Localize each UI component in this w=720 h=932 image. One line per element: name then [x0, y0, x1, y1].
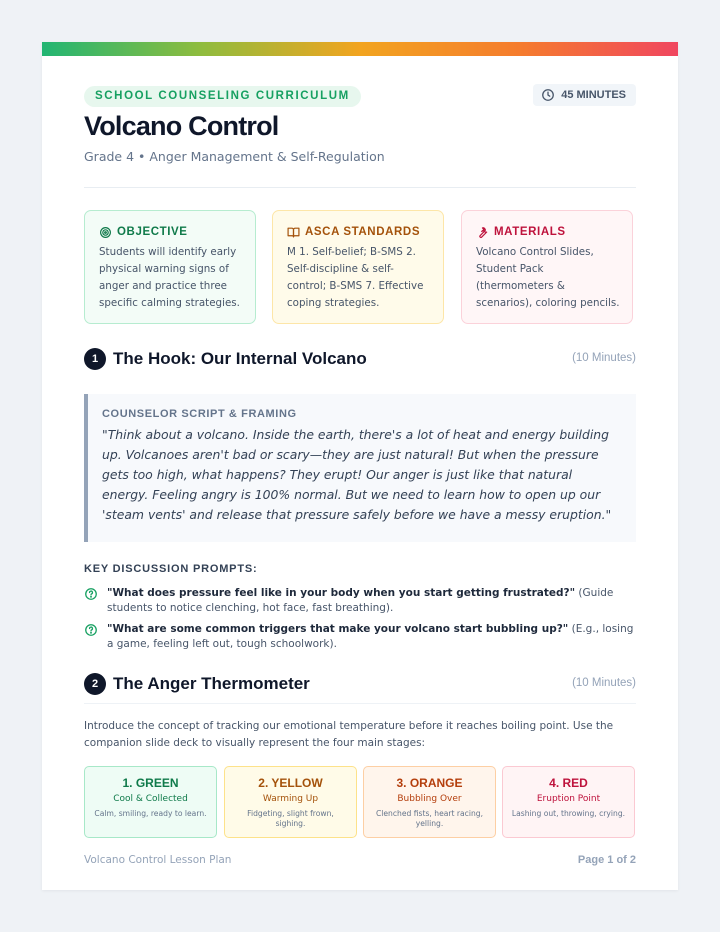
materials-card — [461, 210, 633, 324]
asca-text: M 1. Self-belief; B-SMS 2. Self-discipline & self-control; B-SMS 7. Effective coping strategies. — [287, 246, 424, 309]
page-header — [84, 56, 636, 206]
page-title: Volcano Control — [84, 111, 279, 141]
stage-description: Clenched fists, heart racing, yelling. — [375, 809, 484, 828]
summary-cards — [84, 210, 636, 326]
header-divider — [84, 187, 636, 188]
lesson-plan-page — [42, 42, 678, 890]
footer-page-number: Page 1 of 2 — [577, 854, 636, 866]
clock-icon — [541, 88, 555, 102]
objective-heading: OBJECTIVE — [117, 226, 188, 238]
prompts-heading: KEY DISCUSSION PROMPTS: — [84, 563, 258, 575]
section-2-divider — [84, 703, 636, 704]
stage-name: 2. YELLOW — [258, 776, 323, 790]
stage-description: Fidgeting, slight frown, sighing. — [247, 809, 334, 828]
section-1-time: (10 Minutes) — [572, 352, 636, 364]
materials-text: Volcano Control Slides, Student Pack (thermometers & scenarios), coloring pencils. — [476, 246, 620, 309]
prompt-question: "What are some common triggers that make your volcano start bubbling up?" — [107, 623, 569, 635]
curriculum-badge: SCHOOL COUNSELING CURRICULUM — [84, 86, 361, 107]
section-1-header — [84, 348, 636, 372]
stage-card-red — [502, 766, 635, 838]
stage-subtitle: Warming Up — [262, 794, 319, 804]
section-2-time: (10 Minutes) — [572, 677, 636, 689]
page-subtitle: Grade 4 • Anger Management & Self-Regulation — [84, 149, 385, 164]
stage-description: Lashing out, throwing, crying. — [511, 809, 626, 818]
section-1-title: The Hook: Our Internal Volcano — [113, 349, 367, 368]
asca-standards-card — [272, 210, 444, 324]
script-label: COUNSELOR SCRIPT & FRAMING — [102, 408, 297, 420]
stage-subtitle: Cool & Collected — [113, 794, 188, 804]
objective-text: Students will identify early physical warning signs of anger and practice three specific calming strategies. — [99, 246, 240, 309]
section-2-number: 2 — [84, 673, 106, 695]
stage-name: 1. GREEN — [122, 776, 179, 790]
stage-subtitle: Eruption Point — [536, 794, 601, 804]
stage-subtitle: Bubbling Over — [397, 794, 462, 804]
prompt-guidance: (Guide students to notice clenching, hot face, fast breathing). — [107, 587, 614, 614]
discussion-prompt — [84, 586, 636, 615]
stage-card-green — [84, 766, 217, 838]
wrench-icon — [476, 226, 489, 239]
counselor-script-box — [84, 394, 636, 542]
book-icon — [287, 226, 300, 239]
prompt-guidance: (E.g., losing a game, feeling left out, tough schoolwork). — [107, 623, 634, 650]
duration-label: 45 MINUTES — [561, 89, 626, 101]
stage-card-yellow — [224, 766, 357, 838]
section-1-number: 1 — [84, 348, 106, 370]
section-2-header — [84, 673, 636, 697]
duration-badge — [533, 84, 636, 106]
target-icon — [99, 226, 112, 239]
stage-card-orange — [363, 766, 496, 838]
script-text: "Think about a volcano. Inside the earth, there's a lot of heat and energy building up. Volcanoes aren't bad or scary—they are just natural! But when the pressure gets too high, what happens? They erupt! Our anger is just like that natural energy. Feeling angry is 100% normal. But we need to learn how to open up our 'steam vents' and release that pressure safely before we have a messy eruption." — [102, 427, 612, 522]
section-2-title: The Anger Thermometer — [113, 674, 310, 693]
stage-description: Calm, smiling, ready to learn. — [94, 809, 207, 818]
question-circle-icon — [84, 587, 98, 601]
stage-name: 3. ORANGE — [396, 776, 463, 790]
section-2-intro: Introduce the concept of tracking our emotional temperature before it reaches boiling point. Use the companion slide deck to visually represent the four main stages: — [84, 720, 614, 749]
anger-thermometer-stages — [84, 766, 636, 838]
asca-heading: ASCA STANDARDS — [305, 226, 421, 238]
objective-card — [84, 210, 256, 324]
stage-name: 4. RED — [549, 776, 588, 790]
gradient-top-bar — [42, 42, 678, 56]
materials-heading: MATERIALS — [494, 226, 566, 238]
footer-document-name: Volcano Control Lesson Plan — [84, 854, 232, 866]
prompt-question: "What does pressure feel like in your body when you start getting frustrated?" — [107, 587, 576, 599]
discussion-prompt — [84, 622, 636, 651]
question-circle-icon — [84, 623, 98, 637]
page-content — [84, 56, 636, 866]
